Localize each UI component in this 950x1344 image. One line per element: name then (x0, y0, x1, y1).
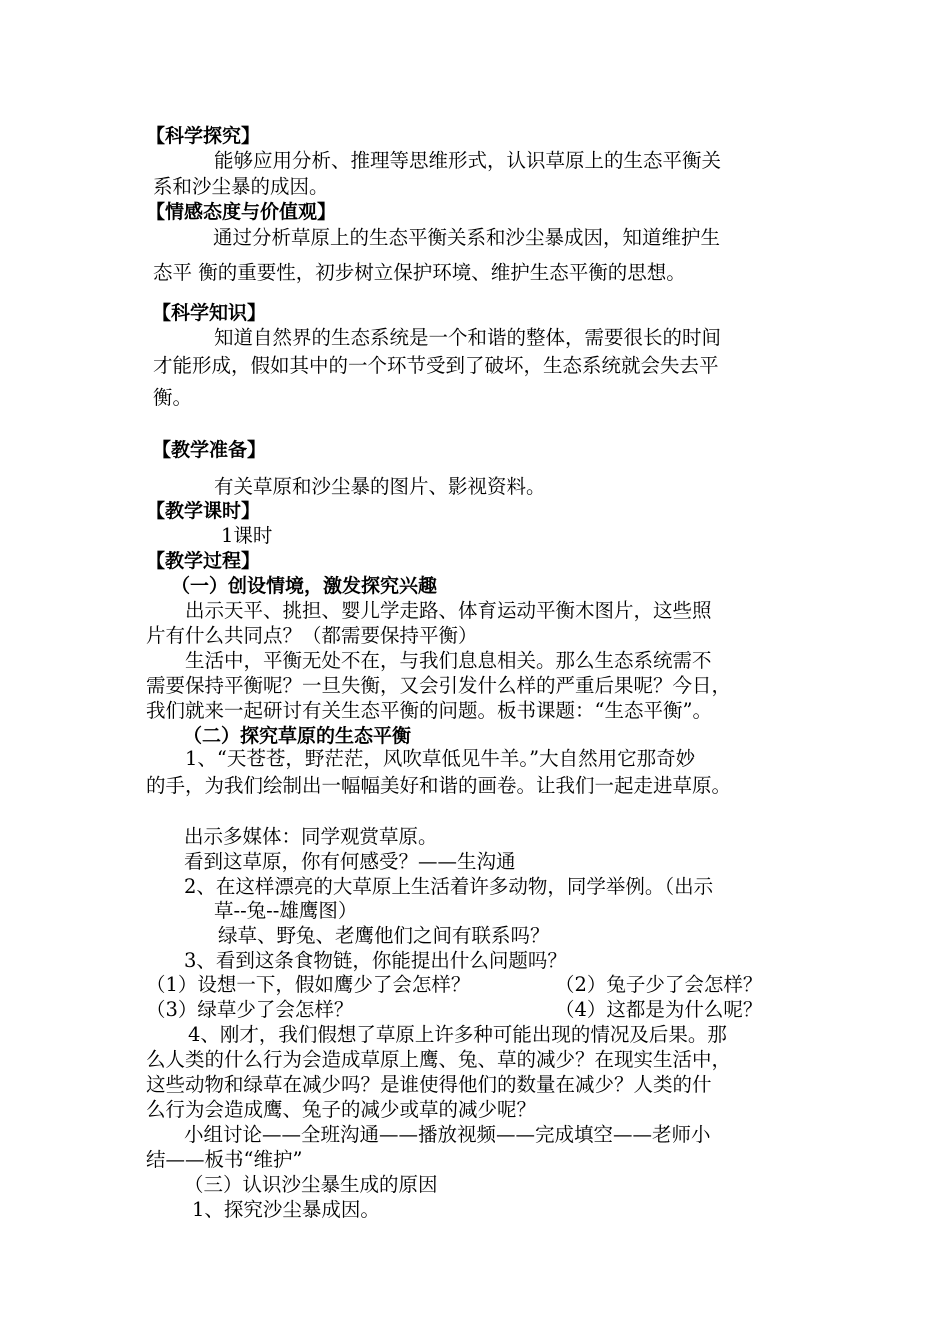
heading-science-knowledge: 【科学知识】 (152, 302, 267, 324)
paragraph-line: 么行为会造成鹰、兔子的减少或草的减少呢？ (146, 1098, 537, 1121)
paragraph-line: 有关草原和沙尘暴的图片、影视资料。 (214, 475, 546, 498)
paragraph-line: 绿草、野兔、老鹰他们之间有联系吗？ (218, 924, 550, 947)
paragraph-line: 结——板书“维护” (146, 1148, 303, 1171)
paragraph-line: 能够应用分析、推理等思维形式，认识草原上的生态平衡关 (214, 149, 722, 172)
paragraph-line: 小组讨论——全班沟通——播放视频——完成填空——老师小 (184, 1123, 711, 1146)
heading-teaching-process: 【教学过程】 (146, 550, 261, 572)
section-heading-1: （一）创设情境，激发探究兴趣 (171, 575, 438, 597)
paragraph-line: 片有什么共同点？（都需要保持平衡） (146, 624, 478, 647)
heading-teaching-prep: 【教学准备】 (152, 439, 267, 461)
paragraph-line: 草--兔--雄鹰图） (214, 899, 358, 922)
paragraph-line: 的手，为我们绘制出一幅幅美好和谐的画卷。让我们一起走进草原。 (146, 774, 732, 797)
paragraph-line: 出示天平、挑担、婴儿学走路、体育运动平衡木图片，这些照 (185, 599, 712, 622)
paragraph-line: 系和沙尘暴的成因。 (153, 175, 329, 198)
question-item: （4）这都是为什么呢？ (555, 998, 763, 1021)
paragraph-line: 看到这草原，你有何感受？——生沟通 (184, 850, 516, 873)
paragraph-line: 这些动物和绿草在减少吗？是谁使得他们的数量在减少？人类的什 (146, 1073, 712, 1096)
paragraph-line: 衡。 (153, 386, 193, 409)
paragraph-line: 出示多媒体：同学观赏草原。 (184, 825, 438, 848)
section-heading-2: （二）探究草原的生态平衡 (183, 725, 412, 747)
question-item: （1）设想一下，假如鹰少了会怎样？ (146, 973, 471, 996)
paragraph-line: 才能形成，假如其中的一个环节受到了破坏，生态系统就会失去平 (153, 354, 719, 377)
paragraph-line: 么人类的什么行为会造成草原上鹰、兔、草的减少？在现实生活中， (146, 1048, 732, 1071)
section-heading-3: （三）认识沙尘暴生成的原因 (184, 1173, 438, 1196)
heading-lesson-hours: 【教学课时】 (146, 500, 261, 522)
paragraph-line: 需要保持平衡呢？一旦失衡，又会引发什么样的严重后果呢？今日， (146, 674, 732, 697)
question-item: （2）兔子少了会怎样？ (555, 973, 763, 996)
heading-science-inquiry: 【科学探究】 (146, 125, 261, 147)
paragraph-line: 3、看到这条食物链，你能提出什么问题吗？ (184, 949, 567, 972)
paragraph-line: 1、“天苍苍，野茫茫，风吹草低见牛羊。”大自然用它那奇妙 (185, 747, 696, 770)
paragraph-line: 4、刚才，我们假想了草原上许多种可能出现的情况及后果。那 (188, 1023, 727, 1046)
question-item: （3）绿草少了会怎样？ (146, 998, 354, 1021)
paragraph-line: 生活中，平衡无处不在，与我们息息相关。那么生态系统需不 (185, 649, 712, 672)
paragraph-line: 知道自然界的生态系统是一个和谐的整体，需要很长的时间 (214, 326, 722, 349)
paragraph-line: 我们就来一起研讨有关生态平衡的问题。板书课题：“生态平衡”。 (146, 699, 712, 722)
paragraph-line: 1、探究沙尘暴成因。 (192, 1198, 380, 1221)
paragraph-line: 态平 衡的重要性，初步树立保护环境、维护生态平衡的思想。 (153, 261, 686, 284)
heading-attitude-values: 【情感态度与价值观】 (146, 201, 337, 223)
paragraph-line: 1课时 (221, 524, 273, 547)
paragraph-line: 2、在这样漂亮的大草原上生活着许多动物，同学举例。（出示 (184, 875, 714, 898)
paragraph-line: 通过分析草原上的生态平衡关系和沙尘暴成因，知道维护生 (213, 226, 721, 249)
